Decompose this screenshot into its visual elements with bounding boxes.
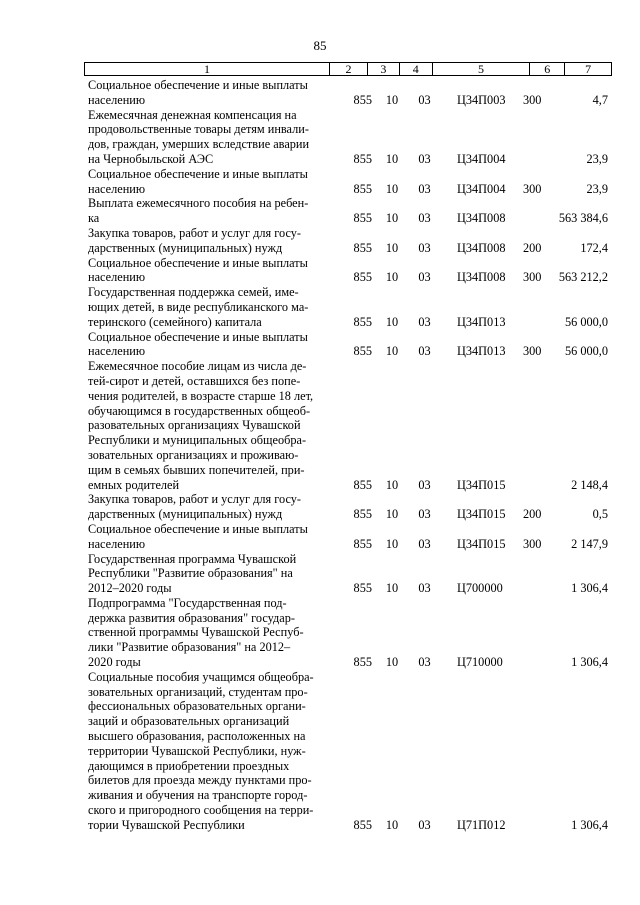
description-line: населению (88, 92, 146, 107)
section-code: 10 (385, 655, 399, 670)
subsection-code: 03 (418, 240, 431, 255)
subsection-code: 03 (418, 817, 431, 832)
amount: 1 306,4 (571, 581, 608, 596)
description-line: ка (88, 211, 100, 226)
ministry-code: 855 (353, 211, 372, 226)
ministry-code: 855 (353, 536, 372, 551)
table-row (88, 359, 608, 492)
section-code: 10 (385, 240, 399, 255)
section-code: 10 (385, 536, 399, 551)
target-article-code: Ц71П012 (457, 817, 506, 832)
target-article-code: Ц34П004 (457, 181, 506, 196)
description-line: теринского (семейного) капитала (88, 314, 262, 329)
description-line: щим в семьях бывших попечителей, при- (88, 462, 305, 477)
target-article-code: Ц34П003 (457, 92, 506, 107)
ministry-code: 855 (353, 817, 372, 832)
amount: 172,4 (580, 240, 608, 255)
description-line: Государственная поддержка семей, име- (88, 285, 299, 300)
table-row (88, 196, 608, 226)
amount: 56 000,0 (564, 314, 608, 329)
header-col-5: 5 (433, 63, 531, 75)
description-line: чения родителей, в возрасте старше 18 лет, (88, 388, 314, 403)
table-row (88, 108, 608, 167)
header-col-7: 7 (585, 62, 592, 76)
description-line: Государственная программа Чувашской (88, 551, 297, 566)
section-code: 10 (385, 151, 399, 166)
subsection-code: 03 (418, 92, 431, 107)
amount: 0,5 (592, 507, 608, 522)
description-line: тории Чувашской Республики (88, 817, 245, 832)
target-article-code: Ц710000 (457, 655, 503, 670)
table-header (84, 62, 612, 76)
section-code: 10 (385, 507, 399, 522)
target-article-code: Ц34П015 (457, 477, 506, 492)
row-description (88, 670, 330, 833)
row-description (88, 522, 330, 552)
row-description (88, 552, 330, 596)
table-row (88, 670, 608, 833)
description-line: Социальное обеспечение и иные выплаты (88, 255, 308, 270)
table-row (88, 78, 608, 108)
subsection-code: 03 (418, 507, 431, 522)
expense-type-code: 300 (523, 181, 542, 196)
table-row (88, 226, 608, 256)
description-line: 2012–2020 годы (88, 581, 172, 596)
description-line: высшего образования, расположенных на (88, 729, 306, 744)
target-article-code: Ц34П015 (457, 507, 506, 522)
ministry-code: 855 (353, 92, 372, 107)
expense-type-code: 200 (523, 240, 542, 255)
description-line: Ежемесячная денежная компенсация на (88, 107, 297, 122)
row-description (88, 196, 330, 226)
description-line: дающимся в приобретении проездных (88, 758, 290, 773)
amount: 1 306,4 (571, 817, 608, 832)
section-code: 10 (385, 817, 399, 832)
row-description (88, 492, 330, 522)
table-body (88, 78, 608, 833)
description-line: дарственных (муниципальных) нужд (88, 507, 283, 522)
section-code: 10 (385, 92, 399, 107)
amount: 23,9 (586, 181, 608, 196)
table-row (88, 256, 608, 286)
row-description (88, 256, 330, 286)
header-col-2: 2 (330, 63, 368, 75)
section-code: 10 (385, 181, 399, 196)
description-line: Республики и муниципальных общеобра- (88, 433, 307, 448)
description-line: населению (88, 181, 146, 196)
description-line: зовательных организациях и проживаю- (88, 447, 299, 462)
description-line: Социальное обеспечение и иные выплаты (88, 521, 308, 536)
row-description (88, 167, 330, 197)
description-line: Социальное обеспечение и иные выплаты (88, 166, 308, 181)
section-code: 10 (385, 270, 399, 285)
description-line: ющих детей, в виде республиканского ма- (88, 299, 309, 314)
description-line: Выплата ежемесячного пособия на ребен- (88, 196, 309, 211)
header-col-1: 1 (85, 63, 330, 75)
target-article-code: Ц34П004 (457, 151, 506, 166)
row-description (88, 596, 330, 670)
amount: 56 000,0 (564, 344, 608, 359)
row-description (88, 78, 330, 108)
subsection-code: 03 (418, 655, 431, 670)
amount: 2 147,9 (571, 536, 608, 551)
description-line: населению (88, 270, 146, 285)
table-row (88, 285, 608, 329)
amount: 23,9 (586, 151, 608, 166)
amount: 563 384,6 (558, 211, 608, 226)
description-line: на Чернобыльской АЭС (88, 151, 214, 166)
row-description (88, 226, 330, 256)
description-line: Республики "Развитие образования" на (88, 566, 293, 581)
section-code: 10 (385, 477, 399, 492)
table-row (88, 522, 608, 552)
ministry-code: 855 (353, 477, 372, 492)
section-code: 10 (385, 344, 399, 359)
ministry-code: 855 (353, 344, 372, 359)
table-row (88, 167, 608, 197)
amount: 1 306,4 (571, 655, 608, 670)
subsection-code: 03 (418, 181, 431, 196)
page-number: 85 (313, 38, 327, 53)
section-code: 10 (385, 581, 399, 596)
description-line: дов, граждан, умерших вследствие аварии (88, 137, 310, 152)
ministry-code: 855 (353, 507, 372, 522)
ministry-code: 855 (353, 240, 372, 255)
header-col-3: 3 (368, 63, 400, 75)
description-line: фессиональных образовательных органи- (88, 699, 306, 714)
target-article-code: Ц34П015 (457, 536, 506, 551)
table-row (88, 596, 608, 670)
expense-type-code: 300 (523, 344, 542, 359)
header-col-6: 6 (530, 63, 565, 75)
ministry-code: 855 (353, 270, 372, 285)
description-line: лики "Развитие образования" на 2012– (88, 640, 291, 655)
amount: 2 148,4 (571, 477, 608, 492)
target-article-code: Ц34П008 (457, 240, 506, 255)
description-line: Подпрограмма "Государственная под- (88, 595, 287, 610)
description-line: держка развития образования" государ- (88, 610, 295, 625)
target-article-code: Ц34П008 (457, 211, 506, 226)
description-line: заций и образовательных организаций (88, 714, 290, 729)
target-article-code: Ц34П013 (457, 344, 506, 359)
table-row (88, 492, 608, 522)
description-line: ственной программы Чувашской Респуб- (88, 625, 304, 640)
description-line: емных родителей (88, 477, 180, 492)
description-line: дарственных (муниципальных) нужд (88, 240, 283, 255)
header-col-4: 4 (400, 63, 433, 75)
subsection-code: 03 (418, 151, 431, 166)
expense-type-code: 300 (523, 270, 542, 285)
description-line: Ежемесячное пособие лицам из числа де- (88, 359, 307, 374)
row-description (88, 330, 330, 360)
description-line: населению (88, 344, 146, 359)
ministry-code: 855 (353, 151, 372, 166)
description-line: живания и обучения на транспорте город- (88, 788, 308, 803)
description-line: Закупка товаров, работ и услуг для госу- (88, 225, 301, 240)
subsection-code: 03 (418, 270, 431, 285)
description-line: Закупка товаров, работ и услуг для госу- (88, 492, 301, 507)
description-line: обучающимся в государственных общеоб- (88, 403, 311, 418)
description-line: разовательных организациях Чувашской (88, 418, 301, 433)
description-line: населению (88, 536, 146, 551)
description-line: ского и пригородного сообщения на терри- (88, 803, 314, 818)
description-line: билетов для проезда между пунктами про- (88, 773, 312, 788)
ministry-code: 855 (353, 181, 372, 196)
subsection-code: 03 (418, 477, 431, 492)
description-line: продовольственные товары детям инвали- (88, 122, 309, 137)
subsection-code: 03 (418, 344, 431, 359)
subsection-code: 03 (418, 211, 431, 226)
description-line: Социальное обеспечение и иные выплаты (88, 329, 308, 344)
section-code: 10 (385, 211, 399, 226)
row-description (88, 359, 330, 492)
expense-type-code: 300 (523, 92, 542, 107)
ministry-code: 855 (353, 314, 372, 329)
description-line: зовательных организаций, студентам про- (88, 684, 308, 699)
subsection-code: 03 (418, 581, 431, 596)
description-line: территории Чувашской Республики, нуж- (88, 743, 306, 758)
expense-type-code: 200 (523, 507, 542, 522)
subsection-code: 03 (418, 536, 431, 551)
ministry-code: 855 (353, 581, 372, 596)
amount: 4,7 (592, 92, 608, 107)
description-line: Социальные пособия учащимся общеобра- (88, 669, 314, 684)
subsection-code: 03 (418, 314, 431, 329)
row-description (88, 285, 330, 329)
target-article-code: Ц34П013 (457, 314, 506, 329)
table-row (88, 330, 608, 360)
row-description (88, 108, 330, 167)
target-article-code: Ц34П008 (457, 270, 506, 285)
description-line: 2020 годы (88, 655, 141, 670)
amount: 563 212,2 (558, 270, 608, 285)
description-line: Социальное обеспечение и иные выплаты (88, 78, 308, 92)
target-article-code: Ц700000 (457, 581, 503, 596)
expense-type-code: 300 (523, 536, 542, 551)
table-row (88, 552, 608, 596)
section-code: 10 (385, 314, 399, 329)
ministry-code: 855 (353, 655, 372, 670)
description-line: тей-сирот и детей, оставшихся без попе- (88, 373, 301, 388)
